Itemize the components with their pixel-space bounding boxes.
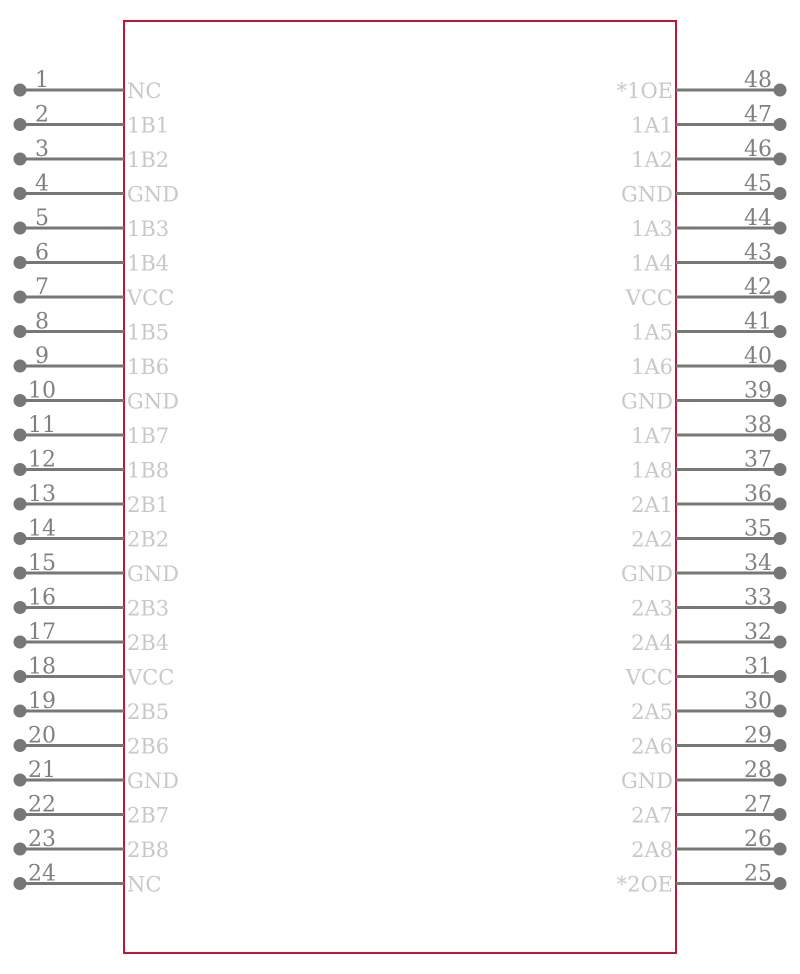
left-pin-22 <box>14 793 170 828</box>
pin-name: 1B6 <box>127 355 170 379</box>
pin-name: VCC <box>127 286 175 310</box>
left-pin-15 <box>14 551 180 586</box>
pin-end-dot <box>774 808 787 821</box>
pin-end-dot <box>14 222 27 235</box>
pin-end-dot <box>14 843 27 856</box>
pin-end-dot <box>774 498 787 511</box>
pin-end-dot <box>14 291 27 304</box>
pin-number: 29 <box>744 723 772 749</box>
pin-number: 11 <box>28 413 56 438</box>
left-pin-12 <box>14 448 170 483</box>
pin-name: 1A5 <box>631 320 673 345</box>
right-pin-25 <box>617 862 787 897</box>
pin-name: 2A5 <box>631 700 673 724</box>
pin-end-dot <box>774 291 787 304</box>
pin-end-dot <box>774 877 787 890</box>
left-pin-9 <box>14 344 170 379</box>
pin-name: 1B5 <box>127 320 170 345</box>
pin-end-dot <box>774 636 787 649</box>
right-pin-35 <box>631 517 786 552</box>
pin-end-dot <box>14 636 27 649</box>
pin-name: 2A6 <box>631 734 673 759</box>
pin-number: 47 <box>744 102 772 128</box>
pin-number: 38 <box>744 413 772 438</box>
pin-end-dot <box>14 118 27 131</box>
right-pin-31 <box>625 655 787 690</box>
right-pin-38 <box>631 413 786 448</box>
pin-name: 2A2 <box>631 527 673 552</box>
pin-name: 1B8 <box>127 458 170 483</box>
pin-name: 1A8 <box>631 458 673 483</box>
pin-end-dot <box>14 567 27 580</box>
pin-end-dot <box>774 187 787 200</box>
pin-number: 37 <box>744 447 772 473</box>
pin-end-dot <box>774 601 787 614</box>
pin-name: VCC <box>625 286 673 310</box>
pin-end-dot <box>14 325 27 338</box>
left-pin-19 <box>14 689 170 724</box>
pin-name: GND <box>621 769 673 793</box>
pin-end-dot <box>774 325 787 338</box>
pin-number: 48 <box>744 68 772 93</box>
pin-number: 26 <box>744 827 772 852</box>
left-pin-21 <box>14 758 180 793</box>
pin-number: 28 <box>744 758 772 783</box>
pin-name: 1B4 <box>127 251 170 276</box>
pin-name: 1B2 <box>127 148 170 172</box>
pin-end-dot <box>14 705 27 718</box>
left-pin-11 <box>14 413 170 448</box>
pin-end-dot <box>774 118 787 131</box>
pin-name: 2A1 <box>631 493 673 517</box>
pin-end-dot <box>774 843 787 856</box>
pin-name: 1A3 <box>631 217 673 241</box>
pin-end-dot <box>774 360 787 373</box>
pin-end-dot <box>14 601 27 614</box>
right-pin-32 <box>631 620 786 655</box>
pin-number: 44 <box>744 206 772 231</box>
pin-name: 1A2 <box>631 148 673 172</box>
pin-number: 22 <box>28 792 56 818</box>
pin-number: 46 <box>744 137 772 162</box>
pin-end-dot <box>14 153 27 166</box>
ic-body-outline <box>124 21 676 953</box>
pin-end-dot <box>774 567 787 580</box>
left-pin-24 <box>14 862 162 897</box>
pin-end-dot <box>14 739 27 752</box>
pin-name: 2B7 <box>127 803 170 828</box>
pin-number: 1 <box>35 68 49 93</box>
pin-end-dot <box>14 360 27 373</box>
pin-number: 6 <box>35 240 49 266</box>
pin-end-dot <box>774 774 787 787</box>
left-pin-3 <box>14 137 170 172</box>
pin-number: 39 <box>744 378 772 404</box>
pin-end-dot <box>14 394 27 407</box>
pin-name: *1OE <box>616 79 673 103</box>
pin-number: 2 <box>35 102 49 128</box>
pin-number: 31 <box>744 654 772 680</box>
pin-number: 18 <box>28 654 56 680</box>
pin-name: 1A6 <box>631 355 673 379</box>
pin-end-dot <box>774 84 787 97</box>
pin-end-dot <box>774 222 787 235</box>
pin-number: 41 <box>744 309 772 335</box>
pin-number: 35 <box>744 516 772 542</box>
right-pin-34 <box>621 551 787 586</box>
pin-number: 10 <box>28 378 56 404</box>
right-pin-28 <box>621 758 787 793</box>
left-pin-20 <box>14 724 170 759</box>
pin-end-dot <box>14 256 27 269</box>
pin-name: 1B3 <box>127 217 170 241</box>
left-pin-23 <box>14 827 170 862</box>
left-pin-1 <box>14 68 162 103</box>
right-pin-30 <box>631 689 786 724</box>
right-pin-26 <box>631 827 786 862</box>
pin-name: 1A4 <box>631 251 673 276</box>
right-pin-group <box>617 68 787 897</box>
left-pin-2 <box>14 103 170 138</box>
pin-name: 2A4 <box>631 631 673 655</box>
right-pin-27 <box>631 793 786 828</box>
pin-number: 33 <box>744 585 772 611</box>
pin-name: 2A7 <box>631 803 673 828</box>
pin-name: 1B1 <box>127 113 170 138</box>
pin-end-dot <box>14 877 27 890</box>
pin-number: 34 <box>744 551 772 576</box>
pin-number: 21 <box>28 758 56 783</box>
pin-name: 1A7 <box>631 424 673 448</box>
pin-number: 12 <box>28 447 56 473</box>
pin-number: 43 <box>744 240 772 266</box>
pin-end-dot <box>14 532 27 545</box>
pin-end-dot <box>14 774 27 787</box>
pin-end-dot <box>774 394 787 407</box>
right-pin-37 <box>631 448 786 483</box>
pin-name: GND <box>127 769 179 793</box>
right-pin-29 <box>631 724 786 759</box>
pin-number: 14 <box>28 516 56 542</box>
pin-number: 8 <box>35 309 49 335</box>
pin-end-dot <box>14 429 27 442</box>
pin-name: GND <box>621 182 673 207</box>
right-pin-47 <box>631 103 786 138</box>
pin-number: 17 <box>28 620 56 645</box>
pin-name: 2B3 <box>127 596 170 621</box>
right-pin-41 <box>631 310 786 345</box>
pin-name: 1B7 <box>127 424 170 448</box>
pin-end-dot <box>774 532 787 545</box>
pin-name: 2B2 <box>127 527 170 552</box>
pin-name: 2B6 <box>127 734 170 759</box>
left-pin-14 <box>14 517 170 552</box>
pin-number: 27 <box>744 792 772 818</box>
pin-name: GND <box>127 182 179 207</box>
pin-name: 2B1 <box>127 493 170 517</box>
pin-name: GND <box>127 562 179 586</box>
pin-name: NC <box>127 79 162 103</box>
pin-number: 7 <box>35 275 49 300</box>
pin-end-dot <box>14 498 27 511</box>
left-pin-6 <box>14 241 170 276</box>
pin-number: 3 <box>35 137 49 162</box>
pin-number: 20 <box>28 723 56 749</box>
pin-name: NC <box>127 872 162 897</box>
left-pin-10 <box>14 379 180 414</box>
right-pin-40 <box>631 344 786 379</box>
pin-number: 9 <box>35 344 49 369</box>
pin-name: 2B4 <box>127 631 170 655</box>
right-pin-43 <box>631 241 786 276</box>
pin-name: GND <box>621 389 673 414</box>
left-pin-8 <box>14 310 170 345</box>
pin-end-dot <box>774 739 787 752</box>
pin-number: 5 <box>35 206 49 231</box>
pin-name: VCC <box>127 665 175 690</box>
left-pin-group <box>14 68 180 897</box>
pin-number: 19 <box>28 689 56 714</box>
pin-end-dot <box>774 463 787 476</box>
pin-number: 36 <box>744 482 772 507</box>
pin-name: 2B5 <box>127 700 170 724</box>
left-pin-13 <box>14 482 170 517</box>
pin-end-dot <box>774 429 787 442</box>
pin-name: GND <box>621 562 673 586</box>
right-pin-45 <box>621 172 787 207</box>
left-pin-16 <box>14 586 170 621</box>
pin-end-dot <box>774 153 787 166</box>
right-pin-46 <box>631 137 786 172</box>
pin-number: 15 <box>28 551 56 576</box>
right-pin-36 <box>631 482 786 517</box>
left-pin-7 <box>14 275 175 310</box>
pin-number: 45 <box>744 171 772 197</box>
pin-name: 2A3 <box>631 596 673 621</box>
pin-end-dot <box>14 463 27 476</box>
pin-number: 24 <box>28 861 56 887</box>
pin-number: 40 <box>744 344 772 369</box>
left-pin-4 <box>14 172 180 207</box>
pin-end-dot <box>14 187 27 200</box>
pin-end-dot <box>774 670 787 683</box>
pin-number: 13 <box>28 482 56 507</box>
right-pin-39 <box>621 379 787 414</box>
pin-name: *2OE <box>616 872 673 897</box>
pin-name: 2A8 <box>631 838 673 862</box>
pin-end-dot <box>14 670 27 683</box>
pin-end-dot <box>14 808 27 821</box>
pin-number: 23 <box>28 827 56 852</box>
pin-end-dot <box>14 84 27 97</box>
left-pin-5 <box>14 206 170 241</box>
pin-number: 25 <box>744 861 772 887</box>
pin-number: 42 <box>744 275 772 300</box>
pin-number: 30 <box>744 689 772 714</box>
right-pin-44 <box>631 206 786 241</box>
pin-name: GND <box>127 389 179 414</box>
pin-name: VCC <box>625 665 673 690</box>
left-pin-17 <box>14 620 170 655</box>
pin-number: 4 <box>35 171 49 197</box>
right-pin-42 <box>625 275 787 310</box>
pin-number: 16 <box>28 585 56 611</box>
right-pin-33 <box>631 586 786 621</box>
pin-end-dot <box>774 705 787 718</box>
pin-end-dot <box>774 256 787 269</box>
left-pin-18 <box>14 655 175 690</box>
right-pin-48 <box>617 68 787 103</box>
pin-name: 2B8 <box>127 838 170 862</box>
pin-number: 32 <box>744 620 772 645</box>
pin-name: 1A1 <box>631 113 673 138</box>
